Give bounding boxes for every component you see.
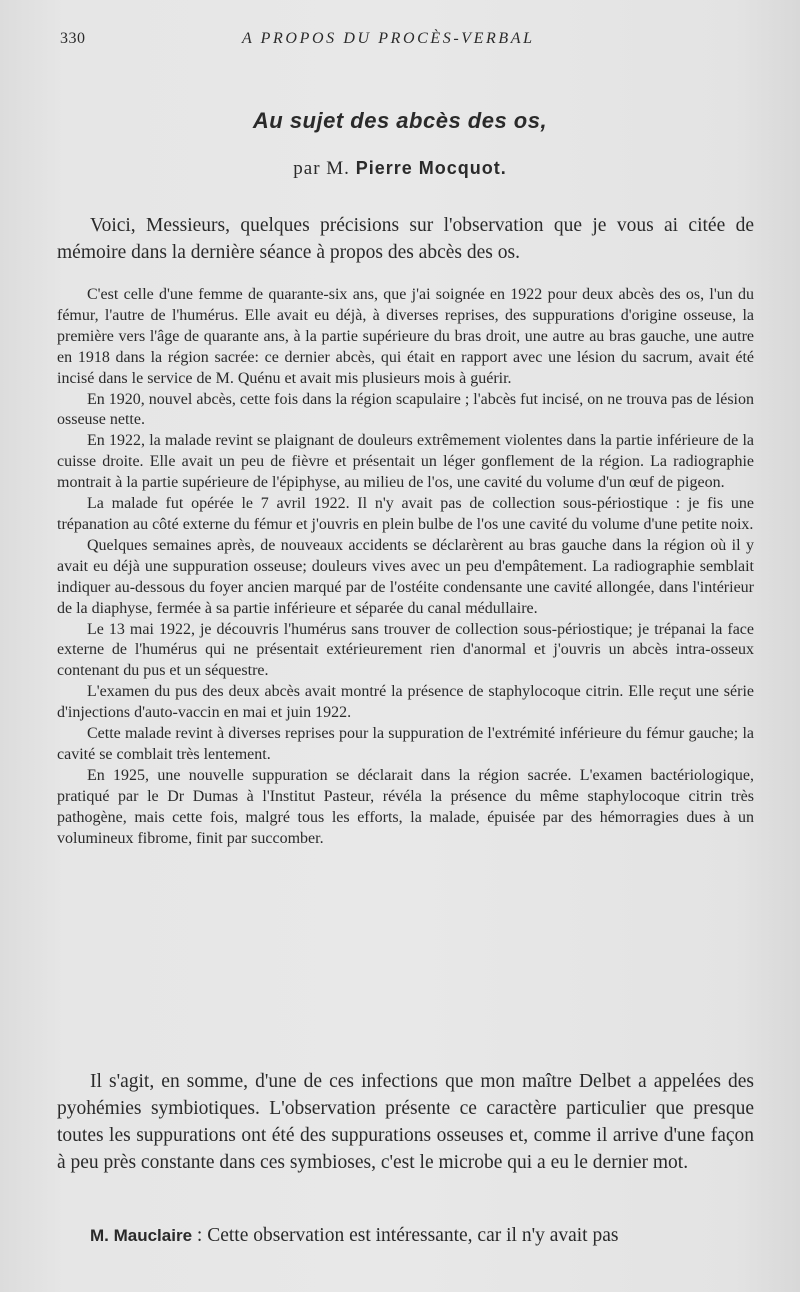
page-number: 330 xyxy=(60,30,86,47)
paragraph: C'est celle d'une femme de quarante-six ans, que j'ai soignée en 1922 pour deux abcès des os, l'un du fémur, l'autre de l'humérus. Elle avait eu déjà, à diverses reprises, des suppurations d'origine osseuse, la première vers l'âge de quarante ans, à la partie supérieure du bras droit, une autre au bras gauche, une autre en 1918 dans la région sacrée: ce dernier abcès, qui était en rapport avec une lésion du sacrum, avait été incisé dans le service de M. Quénu et avait mis plusieurs mois à guérir. xyxy=(57,286,754,387)
paragraph: Quelques semaines après, de nouveaux accidents se déclarèrent au bras gauche dans la région où il y avait eu déjà une suppuration osseuse; douleurs vives avec un peu d'empâtement. La radiographie semblait indiquer au-dessous du foyer ancien marqué par de l'ostéite condensante une cavité allongée, dans l'intérieur de la diaphyse, fermée à sa partie inférieure et séparée du canal médullaire. xyxy=(57,536,754,617)
speaker-name: M. Mauclaire xyxy=(90,1226,193,1245)
paragraph: En 1920, nouvel abcès, cette fois dans la région scapulaire ; l'abcès fut incisé, on ne trouva pas de lésion osseuse nette. xyxy=(57,390,754,429)
conclusion-paragraph: Il s'agit, en somme, d'une de ces infections que mon maître Delbet a appelées des pyohémies symbiotiques. L'observation présente ce caractère particulier que presque toutes les suppurations ont été des suppurations osseuses et, comme il arrive d'une façon à peu près constante dans ces symbioses, c'est le microbe qui a eu le dernier mot. xyxy=(57,1071,754,1173)
paragraph: La malade fut opérée le 7 avril 1922. Il n'y avait pas de collection sous-périostique : je fis une trépanation au côté externe du fémur et j'ouvris en plein bulbe de l'os une cavité du volume d'une petite noix. xyxy=(57,495,754,533)
paragraph: Le 13 mai 1922, je découvris l'humérus sans trouver de collection sous-périostique; je trépanai la face externe de l'humérus qui ne présentait extérieurement rien d'anormal et j'ouvris un abcès intra-osseux contenant du pus et un séquestre. xyxy=(57,620,754,680)
final-text: : Cette observation est intéressante, car il n'y avait pas xyxy=(192,1225,619,1246)
case-report xyxy=(57,285,754,849)
running-header xyxy=(60,30,755,54)
author-name: Pierre Mocquot. xyxy=(355,158,507,178)
intro-paragraph: Voici, Messieurs, quelques précisions sur l'observation que je vous ai citée de mémoire dans la dernière séance à propos des abcès des os. xyxy=(57,215,754,263)
paragraph: L'examen du pus des deux abcès avait montré la présence de staphylocoque citrin. Elle reçut une série d'injections d'auto-vaccin en mai et juin 1922. xyxy=(57,683,754,722)
byline-prefix: par M. xyxy=(293,158,350,179)
running-title: A PROPOS DU PROCÈS-VERBAL xyxy=(242,30,535,47)
paragraph: Cette malade revint à diverses reprises pour la suppuration de l'extrémité inférieure du fémur gauche; la cavité se comblait très lentement. xyxy=(57,725,754,763)
final-paragraph xyxy=(57,1222,754,1249)
paragraph: En 1922, la malade revint se plaignant de douleurs extrêmement violentes dans la partie inférieure de la cuisse droite. Elle avait un peu de fièvre et présentait un léger gonflement de la région. La radiographie montrait à la partie supérieure de l'épiphyse, au milieu de l'os, une cavité du volume d'un œuf de pigeon. xyxy=(57,432,754,492)
paragraph: En 1925, une nouvelle suppuration se déclarait dans la région sacrée. L'examen bactériologique, pratiqué par le Dr Dumas à l'Institut Pasteur, révéla la présence du même staphylocoque citrin très pathogène, mais cette fois, malgré tous les efforts, la malade, épuisée par des hémorragies dues à un volumineux fibrome, finit par succomber. xyxy=(57,766,754,847)
article-title: Au sujet des abcès des os, xyxy=(252,108,548,133)
byline xyxy=(0,158,800,180)
